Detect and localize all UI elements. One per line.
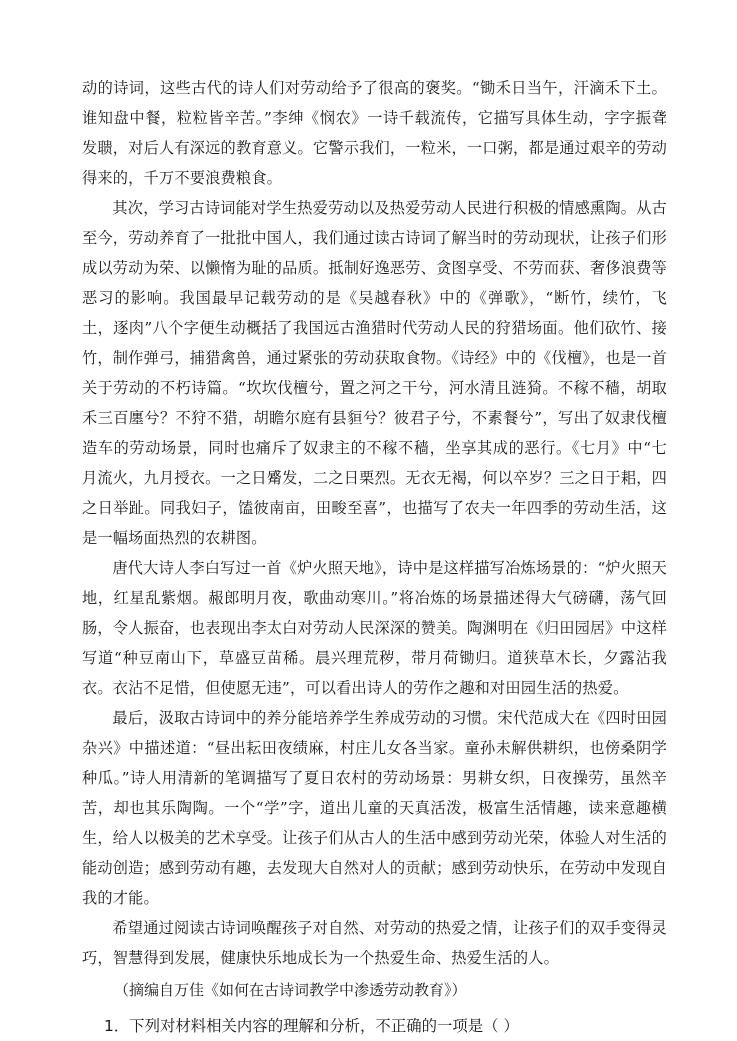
paragraph-second-point: 其次，学习古诗词能对学生热爱劳动以及热爱劳动人民进行积极的情感熏陶。从古至今，劳动养育了一批批中国人，我们通过读古诗词了解当时的劳动现状，让孩子们形成以劳动为荣、以懒惰为耻的品质。抵制好逸恶劳、贪图享受、不劳而获、奢侈浪费等恶习的影响。我国最早记载劳动的是《吴越春秋》中的《弹歌》，“断竹，续竹，飞土，逐肉”八个字便生动概括了我国远古渔猎时代劳动人民的狩猎场面。他们砍竹、接竹，制作弹弓，捕猎禽兽，通过紧张的劳动获取食物。《诗经》中的《伐檀》，也是一首关于劳动的不朽诗篇。“坎坎伐檀兮，置之河之干兮，河水清且涟猗。不稼不穑，胡取禾三百廛兮？不狩不猎，胡瞻尔庭有县貆兮？彼君子兮，不素餐兮”，写出了奴隶伐檀造车的劳动场景，同时也痛斥了奴隶主的不稼不穑，坐享其成的恶行。《七月》中“七月流火，九月授衣。一之日觱发，二之日栗烈。无衣无褐，何以卒岁？三之日于耜，四之日举趾。同我妇子，馌彼南亩，田畯至喜”，也描写了农夫一年四季的劳动生活，这是一幅场面热烈的农耕图。 <box>82 199 667 547</box>
paragraph-third-point: 最后，汲取古诗词中的养分能培养学生养成劳动的习惯。宋代范成大在《四时田园杂兴》中描述道：“昼出耘田夜绩麻，村庄儿女各当家。童孙未解供耕织，也傍桑阴学种瓜。”诗人用清新的笔调描写了夏日农村的劳动场景：男耕女织，日夜操劳，虽然辛苦，却也其乐陶陶。一个“学”字，道出儿童的天真活泼，极富生活情趣，读来意趣横生，给人以极美的艺术享受。让孩子们从古人的生活中感到劳动光荣，体验人对生活的能动创造；感到劳动有趣，去发现大自然对人的贡献；感到劳动快乐，在劳动中发现自我的才能。 <box>82 709 667 907</box>
question-1: 1．下列对材料相关内容的理解和分析，不正确的一项是（ ） <box>104 1017 519 1035</box>
paragraph-conclusion: 希望通过阅读古诗词唤醒孩子对自然、对劳动的热爱之情，让孩子们的双手变得灵巧，智慧得到发展，健康快乐地成长为一个热爱生命、热爱生活的人。 <box>82 919 667 967</box>
paragraph-continuation: 动的诗词，这些古代的诗人们对劳动给予了很高的褒奖。“锄禾日当午，汗滴禾下土。谁知盘中餐，粒粒皆辛苦。”李绅《悯农》一诗千载流传，它描写具体生动，字字振聋发聩，对后人有深远的教育意义。它警示我们，一粒米，一口粥，都是通过艰辛的劳动得来的，千万不要浪费粮食。 <box>82 79 667 187</box>
article-source: （摘编自万佳《如何在古诗词教学中渗透劳动教育》） <box>114 981 467 999</box>
paragraph-li-bai-tao-yuanming: 唐代大诗人李白写过一首《炉火照天地》，诗中是这样描写冶炼场景的：“炉火照天地，红星乱紫烟。赧郎明月夜，歌曲动寒川。”将冶炼的场景描述得大气磅礴，荡气回肠，令人振奋，也表现出李太白对劳动人民深深的赞美。陶渊明在《归田园居》中这样写道“种豆南山下，草盛豆苗稀。晨兴理荒秽，带月荷锄归。道狭草木长，夕露沾我衣。衣沾不足惜，但使愿无违”，可以看出诗人的劳作之趣和对田园生活的热爱。 <box>82 559 667 697</box>
